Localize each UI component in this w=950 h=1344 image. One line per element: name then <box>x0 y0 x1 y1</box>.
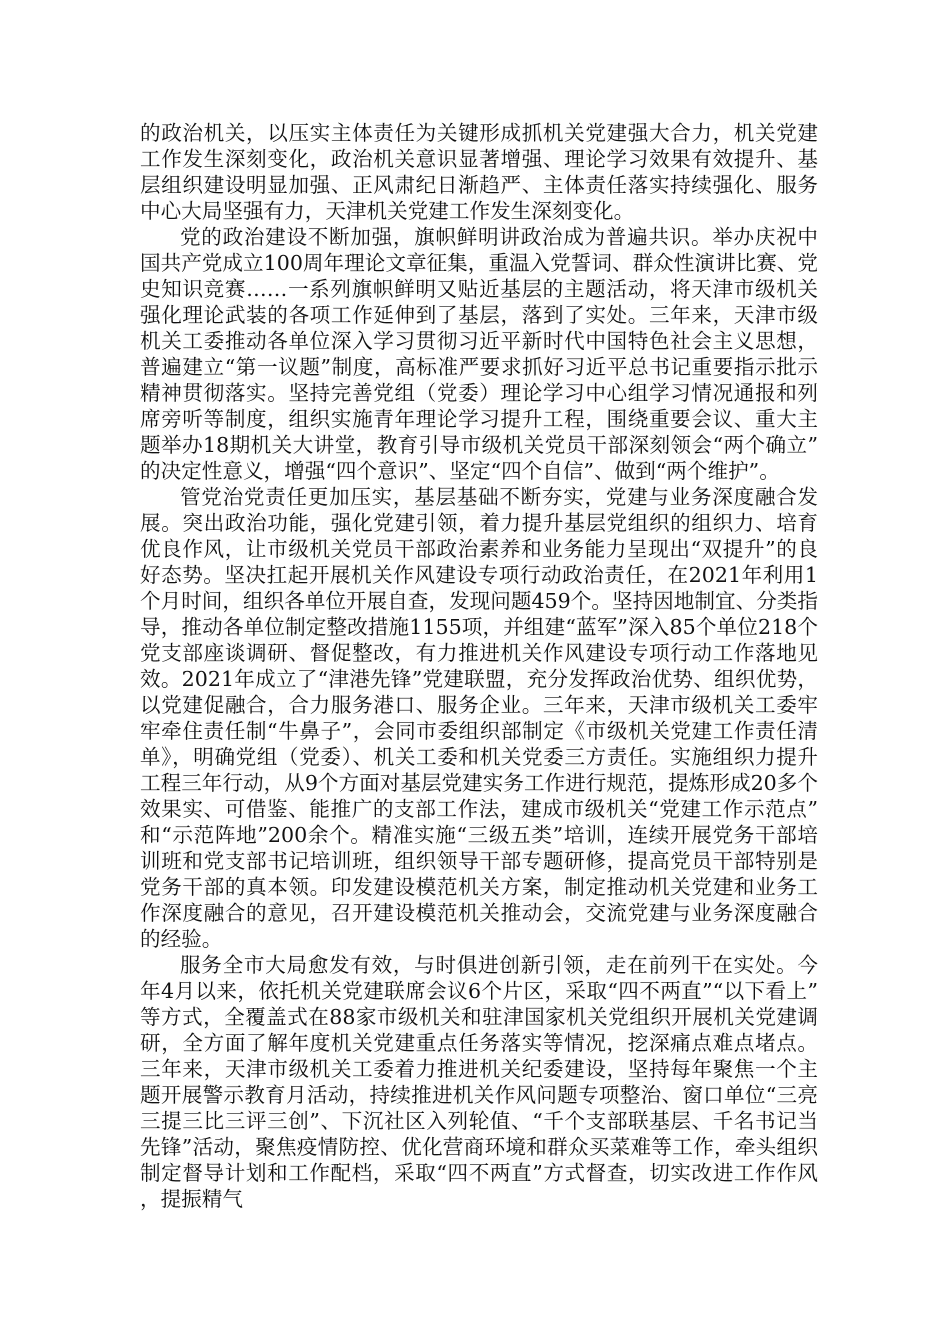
document-page <box>140 120 818 1212</box>
paragraph-3: 管党治党责任更加压实，基层基础不断夯实，党建与业务深度融合发展。突出政治功能，强化党建引领，着力提升基层党组织的组织力、培育优良作风，让市级机关党员干部政治素养和业务能力呈现出“双提升”的良好态势。坚决扛起开展机关作风建设专项行动政治责任，在2021年利用1个月时间，组织各单位开展自查，发现问题459个。坚持因地制宜、分类指导，推动各单位制定整改措施1155项，并组建“蓝军”深入85个单位218个党支部座谈调研、督促整改，有力推进机关作风建设专项行动工作落地见效。2021年成立了“津港先锋”党建联盟，充分发挥政治优势、组织优势，以党建促融合，合力服务港口、服务企业。三年来，天津市级机关工委牢牢牵住责任制“牛鼻子”，会同市委组织部制定《市级机关党建工作责任清单》，明确党组（党委）、机关工委和机关党委三方责任。实施组织力提升工程三年行动，从9个方面对基层党建实务工作进行规范，提炼形成20多个效果实、可借鉴、能推广的支部工作法，建成市级机关“党建工作示范点”和“示范阵地”200余个。精准实施“三级五类”培训，连续开展党务干部培训班和党支部书记培训班，组织领导干部专题研修，提高党员干部特别是党务干部的真本领。印发建设模范机关方案，制定推动机关党建和业务工作深度融合的意见，召开建设模范机关推动会，交流党建与业务深度融合的经验。 <box>140 485 818 951</box>
paragraph-1: 的政治机关，以压实主体责任为关键形成抓机关党建强大合力，机关党建工作发生深刻变化，政治机关意识显著增强、理论学习效果有效提升、基层组织建设明显加强、正风肃纪日渐趋严、主体责任落实持续强化、服务中心大局坚强有力，天津机关党建工作发生深刻变化。 <box>140 121 818 223</box>
paragraph-2: 党的政治建设不断加强，旗帜鲜明讲政治成为普遍共识。举办庆祝中国共产党成立100周年理论文章征集，重温入党誓词、群众性演讲比赛、党史知识竞赛……一系列旗帜鲜明又贴近基层的主题活动，将天津市级机关强化理论武装的各项工作延伸到了基层，落到了实处。三年来，天津市级机关工委推动各单位深入学习贯彻习近平新时代中国特色社会主义思想，普遍建立“第一议题”制度，高标准严要求抓好习近平总书记重要指示批示精神贯彻落实。坚持完善党组（党委）理论学习中心组学习情况通报和列席旁听等制度，组织实施青年理论学习提升工程，围绕重要会议、重大主题举办18期机关大讲堂，教育引导市级机关党员干部深刻领会“两个确立”的决定性意义，增强“四个意识”、坚定“四个自信”、做到“两个维护”。 <box>140 225 818 483</box>
paragraph-4: 服务全市大局愈发有效，与时俱进创新引领，走在前列干在实处。今年4月以来，依托机关党建联席会议6个片区，采取“四不两直”“以下看上”等方式，全覆盖式在88家市级机关和驻津国家机关党组织开展机关党建调研，全方面了解年度机关党建重点任务落实等情况，挖深痛点难点堵点。三年来，天津市级机关工委着力推进机关纪委建设，坚持每年聚焦一个主题开展警示教育月活动，持续推进机关作风问题专项整治、窗口单位“三亮三提三比三评三创”、下沉社区入列轮值、“千个支部联基层、千名书记当先锋”活动，聚焦疫情防控、优化营商环境和群众买菜难等工作，牵头组织制定督导计划和工作配档，采取“四不两直”方式督查，切实改进工作作风，提振精气 <box>140 953 818 1211</box>
